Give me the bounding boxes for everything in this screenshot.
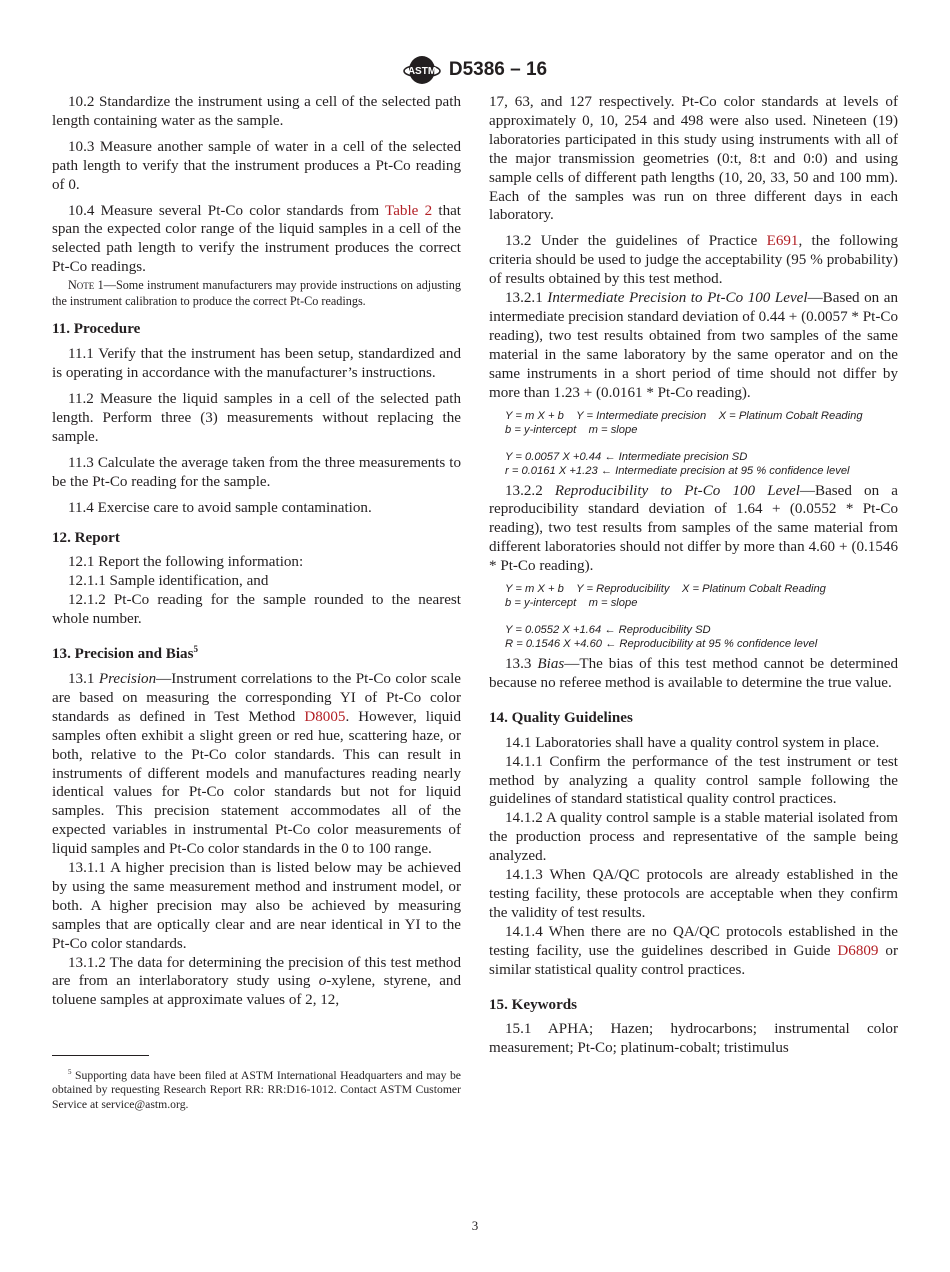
equation-line: Y = m X + b Y = Reproducibility X = Platinum Cobalt Reading: [505, 583, 826, 596]
section-heading-13: [52, 640, 461, 664]
paragraph-term: Bias: [537, 656, 565, 673]
equation-line: b = y-intercept m = slope: [505, 597, 638, 610]
paragraph-14-1-4: [489, 923, 898, 980]
paragraph-13-1-1: 13.1.1 A higher precision than is listed below may be achieved by using the same measurement method and instrument model, or both. A higher precision may also be achieved by measuring samples that are optically clear and are near identical in YI to the Pt-Co color standards.: [52, 860, 461, 952]
section-heading-15: 15. Keywords: [489, 996, 578, 1013]
page-number: 3: [471, 1218, 479, 1233]
equation-line: Y = 0.0552 X +1.64 ← Reproducibility SD: [505, 624, 711, 637]
equation-line: r = 0.0161 X +1.23 ← Intermediate precision at 95 % confidence level: [505, 464, 850, 477]
equation-block-intermediate-precision: [489, 409, 898, 478]
paragraph-13-1-2-continued: 17, 63, and 127 respectively. Pt-Co color standards at levels of approximately 0, 10, 254 and 498 were also used. Nineteen (19) laboratories participated in this study using instruments with all of the major transmission geometries (0:t, 8:t and 0:0) and using sample cells of different path lengths (10, 20, 33, 50 and 100 mm). Each of the samples was run on three different days in each laboratory.: [489, 94, 898, 224]
d6809-link[interactable]: D6809: [837, 942, 879, 959]
paragraph-15-1: 15.1 APHA; Hazen; hydrocarbons; instrumental color measurement; Pt-Co; platinum-cobalt; tristimulus: [489, 1021, 898, 1057]
footnote-divider: [52, 1055, 149, 1056]
paragraph-text: 13.2 Under the guidelines of Practice: [505, 233, 767, 250]
section-heading-14: 14. Quality Guidelines: [489, 709, 633, 726]
paragraph-10-2: 10.2 Standardize the instrument using a cell of the selected path length containing water as the sample.: [52, 94, 461, 129]
section-heading-11: 11. Procedure: [52, 321, 141, 338]
footnote-text: Supporting data have been filed at ASTM International Headquarters and may be obtained by requesting Research Report RR: RR:D16-1012. Contact ASTM Customer Service at service@astm.org.: [52, 1068, 461, 1112]
note-1: [52, 278, 461, 309]
paragraph-11-3: 11.3 Calculate the average taken from the three measurements to be the Pt-Co reading for the sample.: [52, 454, 461, 490]
paragraph-text: 10.4 Measure several Pt-Co color standards from: [68, 202, 386, 219]
spacer: [489, 437, 898, 450]
paragraph-10-3: 10.3 Measure another sample of water in a cell of the selected path length to verify that the instrument produces a Pt-Co reading of 0.: [52, 138, 461, 193]
paragraph-number: 13.2.2: [505, 482, 555, 499]
paragraph-14-1-2: 14.1.2 A quality control sample is a stable material isolated from the production process and representative of the sample being analyzed.: [489, 810, 898, 865]
paragraph-text: -xylene, styrene, and toluene samples at approximate values of 2, 12,: [52, 973, 461, 1009]
paragraph-13-2: [489, 232, 898, 289]
paragraph-text: 13.1.2 The data for determining the precision of this test method are from an interlaboratory study using: [52, 954, 461, 990]
paragraph-term: Intermediate Precision to Pt-Co 100 Level: [547, 290, 808, 307]
svg-text:ASTM: ASTM: [407, 66, 437, 77]
paragraph-term: Precision: [98, 670, 157, 687]
italic-prefix: o: [318, 973, 327, 990]
paragraph-term: Reproducibility to Pt-Co 100 Level: [554, 482, 800, 499]
paragraph-11-4: 11.4 Exercise care to avoid sample contamination.: [68, 499, 372, 516]
equation-block-reproducibility: [489, 582, 898, 651]
right-column: [489, 93, 898, 1058]
e691-link[interactable]: E691: [766, 233, 799, 250]
section-heading-12: 12. Report: [52, 529, 120, 546]
paragraph-number: 13.1: [68, 670, 99, 687]
paragraph-14-1: 14.1 Laboratories shall have a quality control system in place.: [505, 734, 880, 751]
paragraph-text: . However, liquid samples often exhibit a slight green or red hue, scattering haze, or both, relative to the Pt-Co color standards. This can result in instruments of different models and manufactures reading nearly identical values for Pt-Co color standards but not for liquid samples. This precision statement accommodates all of the expected variables in instrumental Pt-Co color measurements of liquid samples and Pt-Co color standards in the 0 to 100 range.: [52, 708, 461, 858]
footnote-marker[interactable]: 5: [193, 644, 198, 655]
equation-line: R = 0.1546 X +4.60 ← Reproducibility at 95 % confidence level: [505, 638, 818, 651]
paragraph-14-1-3: 14.1.3 When QA/QC protocols are already established in the testing facility, these protocols are acceptable when they confirm the validity of test results.: [489, 867, 898, 921]
page-header: [0, 52, 950, 88]
note-label: Note 1: [68, 278, 104, 293]
paragraph-text: —The bias of this test method cannot be determined because no referee method is available to determine the true value.: [489, 656, 898, 691]
paragraph-13-2-2: [489, 482, 898, 577]
paragraph-number: 13.3: [505, 656, 538, 673]
left-column: [52, 93, 461, 1010]
d8005-link[interactable]: D8005: [304, 708, 346, 725]
paragraph-number: 13.2.1: [505, 290, 548, 307]
paragraph-text: —Based on a reproducibility standard deviation of 1.64 + (0.0552 * Pt-Co reading), two test results from samples of the same material from different laboratories should not differ by more than 4.60 + (0.1546 * Pt-Co reading).: [489, 482, 898, 575]
footnote-number: 5: [68, 1068, 72, 1076]
paragraph-text: that span the expected color range of the liquid samples in a cell of the selected path length to verify the instrument produces the correct Pt-Co readings.: [52, 202, 462, 276]
spacer: [489, 610, 898, 623]
footnote-5: [52, 1065, 461, 1113]
paragraph-12-1: 12.1 Report the following information:: [68, 554, 304, 571]
paragraph-14-1-1: 14.1.1 Confirm the performance of the test instrument or test method by analyzing a quality control sample following the guidelines of standard statistical quality control practices.: [489, 753, 898, 808]
equation-line: Y = m X + b Y = Intermediate precision X = Platinum Cobalt Reading: [505, 409, 863, 422]
table-2-link[interactable]: Table 2: [385, 202, 433, 219]
paragraph-13-3: [489, 655, 898, 693]
paragraph-text: —Instrument correlations to the Pt-Co color scale are based on measuring the corresponding YI of Pt-Co color standards as defined in Test Method: [52, 670, 461, 725]
equation-line: b = y-intercept m = slope: [505, 423, 638, 436]
paragraph-text: 14.1.4 When there are no QA/QC protocols established in the testing facility, use the guidelines described in Guide: [489, 923, 898, 959]
paragraph-10-4: [52, 202, 461, 278]
paragraph-text: or similar statistical quality control practices.: [489, 942, 898, 978]
paragraph-13-1: [52, 670, 461, 859]
paragraph-13-1-2: [52, 954, 461, 1011]
paragraph-12-1-1: 12.1.1 Sample identification, and: [68, 573, 269, 590]
paragraph-12-1-2: 12.1.2 Pt-Co reading for the sample rounded to the nearest whole number.: [52, 592, 461, 628]
paragraph-13-2-1: [489, 289, 898, 402]
paragraph-11-1: 11.1 Verify that the instrument has been setup, standardized and is operating in accordance with the manufacturer’s instructions.: [52, 346, 461, 382]
section-title: 13. Precision and Bias: [52, 646, 194, 663]
note-text: —Some instrument manufacturers may provide instructions on adjusting the instrument calibration to produce the correct Pt-Co readings.: [52, 278, 461, 308]
document-id: D5386 – 16: [448, 59, 548, 80]
paragraph-text: —Based on an intermediate precision standard deviation of 0.44 + (0.0057 * Pt-Co reading), two test results obtained from two samples of the same material in the same laboratory by the same operator and on the same instruments in a short period of time should not differ by more than 1.23 + (0.0161 * Pt-Co reading).: [489, 290, 898, 401]
equation-line: Y = 0.0057 X +0.44 ← Intermediate precision SD: [505, 450, 748, 463]
paragraph-11-2: 11.2 Measure the liquid samples in a cell of the selected path length. Perform three (3) measurements without replacing the sample.: [52, 391, 461, 445]
paragraph-text: , the following criteria should be used to judge the acceptability (95 % probability) of results obtained by this test method.: [489, 233, 898, 288]
astm-logo-icon: [403, 54, 441, 86]
